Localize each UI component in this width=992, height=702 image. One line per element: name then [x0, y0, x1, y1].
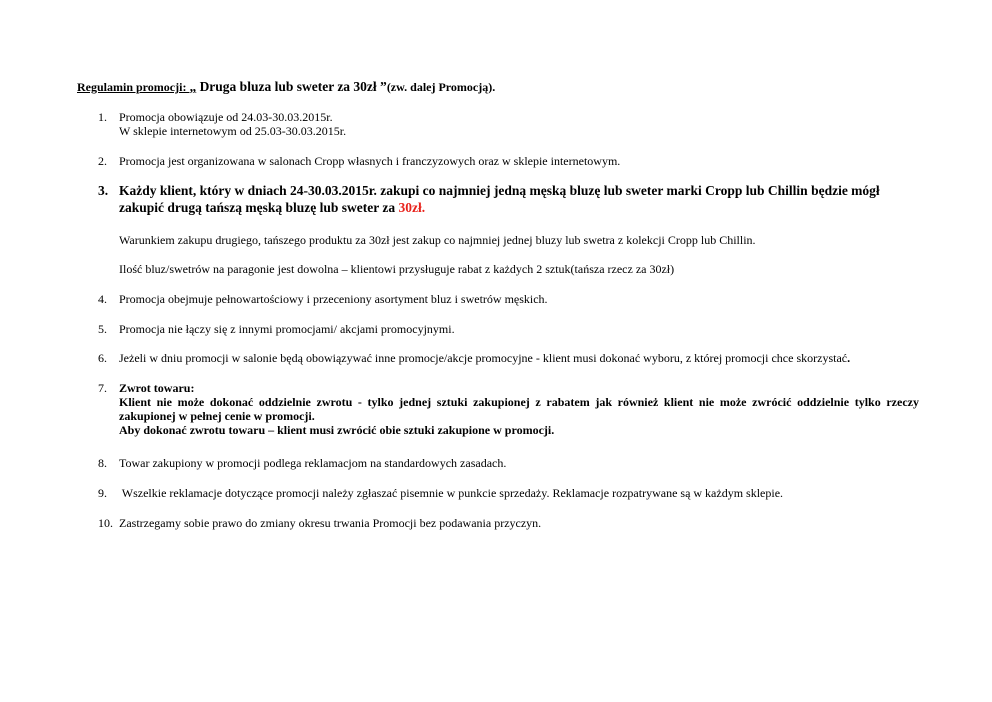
item-text-line2: [119, 199, 919, 216]
item-text: Promocja jest organizowana w salonach Cropp własnych i franczyzowych oraz w sklepie internetowym.: [119, 154, 621, 168]
item-number: 3.: [98, 183, 109, 198]
item-number: 6.: [98, 351, 107, 365]
item-number: 8.: [98, 456, 107, 470]
item-paragraph: Klient nie może dokonać oddzielnie zwrotu - tylko jednej sztuki zakupionej z rabatem jak również klient nie może zwrócić oddzielnie tylko rzeczy zakupionej w pełnej cenie w promocji.: [119, 395, 919, 423]
item-number: 10.: [98, 516, 113, 530]
item-heading: Zwrot towaru:: [119, 381, 195, 395]
item-text: Promocja obejmuje pełnowartościowy i przeceniony asortyment bluz i swetrów męskich.: [119, 292, 548, 306]
item-number: 7.: [98, 381, 107, 395]
item-text-line: [119, 351, 919, 365]
item-number: 2.: [98, 154, 107, 168]
title-promo-name: Druga bluza lub sweter za 30zł ”: [196, 79, 387, 94]
item-number: 9.: [98, 486, 107, 500]
document-title: [77, 80, 495, 94]
item-number: 1.: [98, 110, 107, 124]
item-text: Wszelkie reklamacje dotyczące promocji należy zgłaszać pisemnie w punkcie sprzedaży. Reklamacje rozpatrywane są w każdym sklepie.: [119, 486, 784, 500]
item-paragraph: Aby dokonać zwrotu towaru – klient musi zwrócić obie sztuki zakupione w promocji.: [119, 423, 555, 437]
title-quote: „: [189, 79, 197, 94]
item-text-end: .: [847, 351, 851, 365]
item-text: Promocja nie łączy się z innymi promocjami/ akcjami promocyjnymi.: [119, 322, 455, 336]
item-text: zakupić drugą tańszą męską bluzę lub sweter za: [119, 200, 399, 215]
item-text: Promocja obowiązuje od 24.03-30.03.2015r.: [119, 110, 333, 124]
item-text: Jeżeli w dniu promocji w salonie będą obowiązywać inne promocje/akcje promocyjne - klient musi dokonać wyboru, z której promocji chce skorzystać: [119, 351, 848, 365]
item-number: 5.: [98, 322, 107, 336]
item-text: W sklepie internetowym od 25.03-30.03.2015r.: [119, 124, 347, 138]
item-text: Towar zakupiony w promocji podlega reklamacjom na standardowych zasadach.: [119, 456, 507, 470]
item-text: Warunkiem zakupu drugiego, tańszego produktu za 30zł jest zakup co najmniej jednej bluzy lub swetra z kolekcji Cropp lub Chillin.: [119, 233, 756, 247]
item-text: Ilość bluz/swetrów na paragonie jest dowolna – klientowi przysługuje rabat z każdych 2 sztuk(tańsza rzecz za 30zł): [119, 262, 675, 276]
title-prefix: Regulamin promocji:: [77, 80, 190, 94]
title-suffix: (zw. dalej Promocją).: [386, 80, 496, 94]
item-number: 4.: [98, 292, 107, 306]
item-text: Zastrzegamy sobie prawo do zmiany okresu trwania Promocji bez podawania przyczyn.: [119, 516, 542, 530]
highlighted-price: 30zł.: [398, 200, 426, 215]
item-text: Każdy klient, który w dniach 24-30.03.2015r. zakupi co najmniej jedną męską bluzę lub sweter marki Cropp lub Chillin będzie mógł: [119, 183, 880, 198]
